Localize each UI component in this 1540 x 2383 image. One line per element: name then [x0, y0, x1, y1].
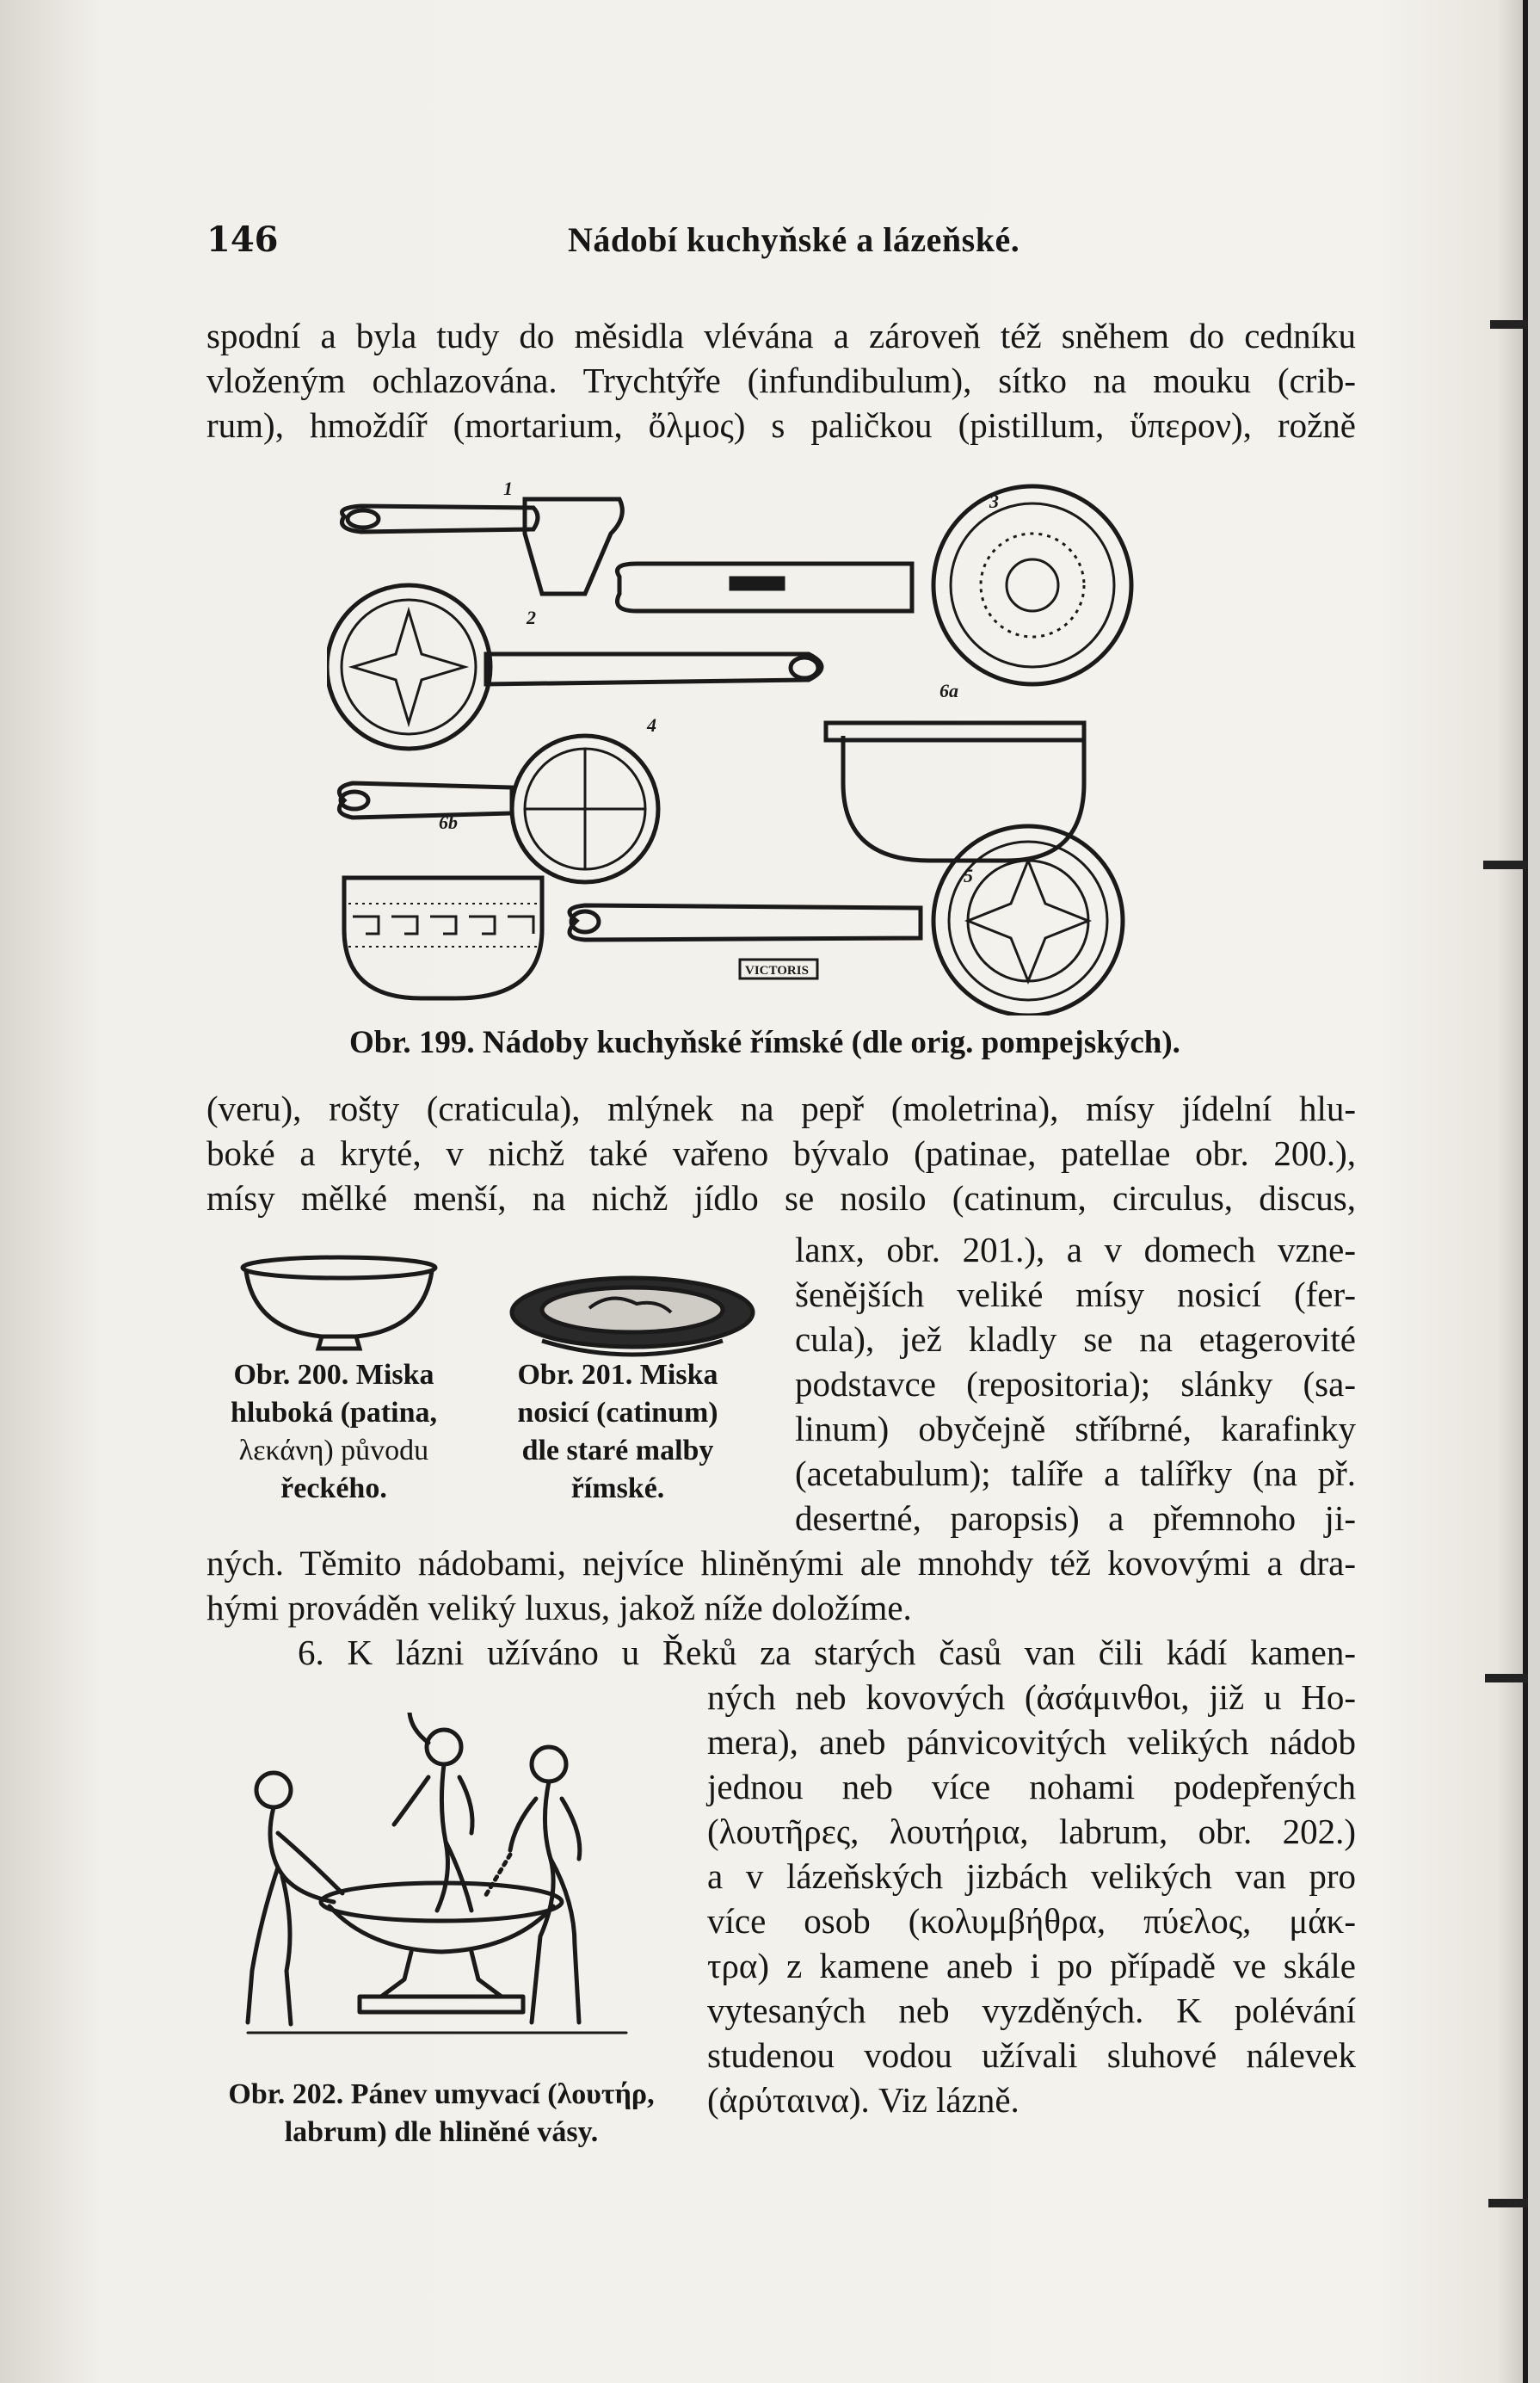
figure-201-serving-dish: [508, 1274, 757, 1368]
page-number: 146: [206, 219, 279, 260]
vessel-3-stamp: [731, 578, 783, 589]
text-line: boké a kryté, v nichž také vařeno bývalo (patinae, patellae obr. 200.),: [206, 1133, 1356, 1173]
vessel-5-handle: [570, 905, 921, 940]
text-line: mera), aneb pánvicovitých velikých nádob: [707, 1722, 1356, 1762]
text-line: linum) obyčejně stříbrné, karafinky: [795, 1409, 1356, 1448]
caption-line: hluboká (patina,: [231, 1397, 437, 1429]
text-line: vloženým ochlazována. Trychtýře (infundibulum), sítko na mouku (crib-: [206, 361, 1356, 400]
text-line: podstavce (repositoria); slánky (sa-: [795, 1364, 1356, 1404]
paragraph-2-right-column: [795, 1227, 1356, 1540]
vessel-4-handle: [339, 783, 512, 818]
text-line: a v lázeňských jizbách velikých van pro: [707, 1856, 1356, 1896]
edge-mark: [1485, 1674, 1528, 1682]
text-line: více osob (κολυμβήθρα, πύελος, μάκ-: [707, 1901, 1356, 1941]
text-line: šenějších veliké mísy nosicí (fer-: [795, 1275, 1356, 1314]
text-line: (ἀρύταινα). Viz lázně.: [707, 2080, 1019, 2120]
figure-201-caption: [489, 1356, 747, 1508]
figure-199-caption: Obr. 199. Nádoby kuchyňské římské (dle orig. pompejských).: [349, 1025, 1180, 1060]
text-line: vytesaných neb vyzděných. K polévání: [707, 1991, 1356, 2030]
text-line: (λουτῆρες, λουτήρια, labrum, obr. 202.): [707, 1812, 1356, 1851]
figure-label-4: 4: [647, 714, 656, 736]
text-line: 6. K lázni užíváno u Řeků za starých časů van čili kádí kamen-: [298, 1633, 1356, 1672]
text-line: jednou neb více nohami podepřených: [707, 1767, 1356, 1806]
edge-mark: [1483, 861, 1528, 869]
figure-stamp-text: VICTORIS: [745, 964, 809, 978]
edge-mark: [1488, 2199, 1528, 2207]
running-title: Nádobí kuchyňské a lázeňské.: [568, 220, 1020, 259]
paragraph-1: [206, 313, 1356, 448]
paragraph-3: [298, 1630, 1356, 1675]
caption-line: labrum) dle hliněné vásy.: [284, 2116, 599, 2148]
vessel-6a-pot: [843, 736, 1084, 861]
caption-line: Obr. 200. Miska: [233, 1359, 434, 1391]
caption-line: Obr. 202. Pánev umyvací (λουτήρ,: [228, 2078, 655, 2110]
figure-199-kitchen-vessels: [327, 482, 1222, 1016]
vessel-6a-handle: [826, 723, 1084, 740]
text-line: lanx, obr. 201.), a v domech vzne-: [795, 1230, 1356, 1269]
text-line: ných neb kovových (ἀσάμινθοι, již u Ho-: [707, 1677, 1356, 1717]
caption-line: řeckého.: [280, 1472, 387, 1504]
caption-line: římské.: [570, 1472, 665, 1504]
text-line: (veru), rošty (craticula), mlýnek na pepř (moletrina), mísy jídelní hlu-: [206, 1089, 1356, 1128]
paragraph-3-right-column: [707, 1675, 1356, 2122]
caption-line: λεκάνη) původu: [238, 1435, 429, 1466]
figure-label-6a: 6a: [939, 680, 958, 701]
text-line: τρα) z kamene aneb i po případě ve skále: [707, 1946, 1356, 1985]
text-line: hými prováděn veliký luxus, jakož níže doložíme.: [206, 1588, 912, 1627]
figure-label-6b: 6b: [439, 812, 458, 833]
figure-label-3: 3: [989, 491, 999, 512]
vessel-2-handle: [486, 654, 822, 684]
vessel-5-dish: [933, 826, 1123, 1016]
caption-line: dle staré malby: [521, 1435, 714, 1466]
figure-202-caption: [196, 2076, 687, 2151]
figure-200-caption: [205, 1356, 463, 1508]
figure-label-2: 2: [527, 607, 536, 628]
text-line: mísy mělké menší, na nichž jídlo se nosilo (catinum, circulus, discus,: [206, 1178, 1356, 1218]
vessel-1-hole: [348, 510, 379, 528]
figure-label-1: 1: [503, 482, 513, 499]
page-edge: [1528, 0, 1540, 2383]
text-line: ných. Těmito nádobami, nejvíce hliněnými ale mnohdy též kovovými a dra-: [206, 1543, 1356, 1583]
paragraph-2: [206, 1086, 1356, 1220]
text-line: desertné, paropsis) a přemnoho ji-: [795, 1498, 1356, 1538]
vessel-3-dish: [933, 486, 1131, 684]
vessel-1-cup: [525, 499, 622, 594]
paragraph-2-end: [206, 1540, 1356, 1630]
text-line: (acetabulum); talíře a talířky (na př.: [795, 1454, 1356, 1493]
caption-line: Obr. 201. Miska: [517, 1359, 718, 1391]
figure-label-5: 5: [964, 865, 973, 886]
text-line: studenou vodou užívali sluhové nálevek: [707, 2035, 1356, 2075]
figure-202-wash-basin-scene: [213, 1713, 661, 2074]
text-line: spodní a byla tudy do měsidla vlévána a zároveň též sněhem do cedníku: [206, 316, 1356, 355]
text-line: cula), jež kladly se na etagerovité: [795, 1319, 1356, 1359]
figure-200-deep-bowl: [239, 1252, 439, 1355]
caption-line: nosicí (catinum): [517, 1397, 718, 1429]
binding-shadow: [1523, 0, 1528, 2383]
vessel-6b-pan: [344, 878, 542, 998]
edge-mark: [1490, 320, 1528, 329]
page-header: [206, 219, 1334, 271]
text-line: rum), hmoždíř (mortarium, ὄλμος) s paličkou (pistillum, ὕπερον), rožně: [206, 405, 1356, 445]
